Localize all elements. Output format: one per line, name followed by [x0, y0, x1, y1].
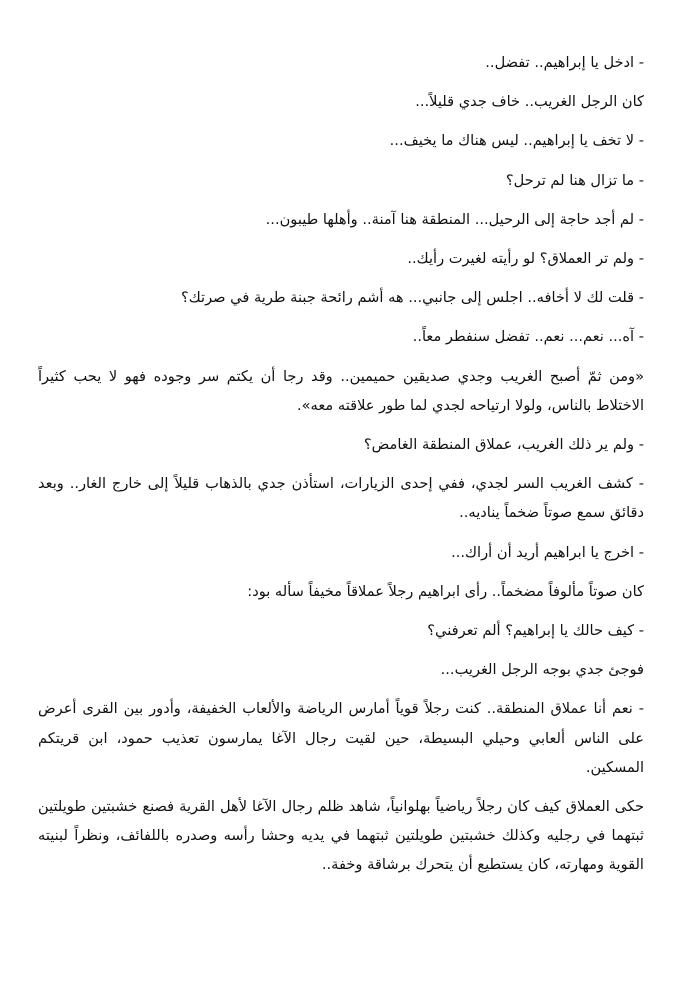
- dialogue-line: - لم أجد حاجة إلى الرحيل... المنطقة هنا آمنة.. وأهلها طيبون...: [265, 210, 644, 228]
- narration-paragraph: حكى العملاق كيف كان رجلاً رياضياً بهلوانياً، شاهد ظلم رجال الآغا لأهل القرية فصنع خشبتين طويلتين ثبتهما في رجليه وكذلك خشبتين طويلتين ثبتهما في يديه وحشا رأسه وصدره باللفائف، ونظراً لبنيته القوية ومهارته، كان يستطيع أن يتحرك برشاقة وخفة..: [38, 798, 644, 874]
- dialogue-line: - ما تزال هنا لم ترحل؟: [505, 171, 644, 189]
- dialogue-line: - آه... نعم... نعم.. تفضل سنفطر معاً..: [412, 328, 644, 346]
- dialogue-line: - كشف الغريب السر لجدي، ففي إحدى الزيارات، استأذن جدي بالذهاب قليلاً إلى خارج الغار.. وبعد دقائق سمع صوتاً ضخماً يناديه..: [38, 475, 644, 522]
- dialogue-line: - لا تخف يا إبراهيم.. ليس هناك ما يخيف...: [389, 132, 644, 150]
- dialogue-line: - اخرج يا ابراهيم أريد أن أراك...: [451, 543, 644, 561]
- dialogue-line: - كيف حالك يا إبراهيم؟ ألم تعرفني؟: [427, 622, 644, 640]
- dialogue-line: - ولم تر العملاق؟ لو رأيته لغيرت رأيك..: [407, 250, 644, 268]
- narration-paragraph: فوجئ جدي بوجه الرجل الغريب...: [440, 661, 644, 679]
- quoted-narration-paragraph: «ومن ثمّ أصبح الغريب وجدي صديقين حميمين.. وقد رجا أن يكتم سر وجوده فهو لا يحب كثيراً الاختلاط بالناس، ولولا ارتياحه لجدي لما طور علاقته معه».: [38, 367, 644, 414]
- dialogue-line: - قلت لك لا أخافه.. اجلس إلى جانبي... هه أشم رائحة جبنة طرية في صرتك؟: [180, 289, 644, 307]
- dialogue-line: - ولم ير ذلك الغريب، عملاق المنطقة الغامض؟: [363, 436, 644, 454]
- narration-paragraph: كان صوتاً مألوفاً مضخماً.. رأى ابراهيم رجلاً عملاقاً مخيفاً سأله بود:: [247, 582, 644, 600]
- dialogue-line: - نعم أنا عملاق المنطقة.. كنت رجلاً قوياً أمارس الرياضة والألعاب الخفيفة، وأدور بين القرى أعرض على الناس ألعابي وحيلي البسيطة، حين لقيت رجال الآغا يمارسون تعذيب حمود، ابن قريتكم المسكين.: [38, 700, 644, 776]
- dialogue-line: - ادخل يا إبراهيم.. تفضل..: [485, 54, 644, 71]
- narration-paragraph: كان الرجل الغريب.. خاف جدي قليلاً...: [415, 93, 644, 111]
